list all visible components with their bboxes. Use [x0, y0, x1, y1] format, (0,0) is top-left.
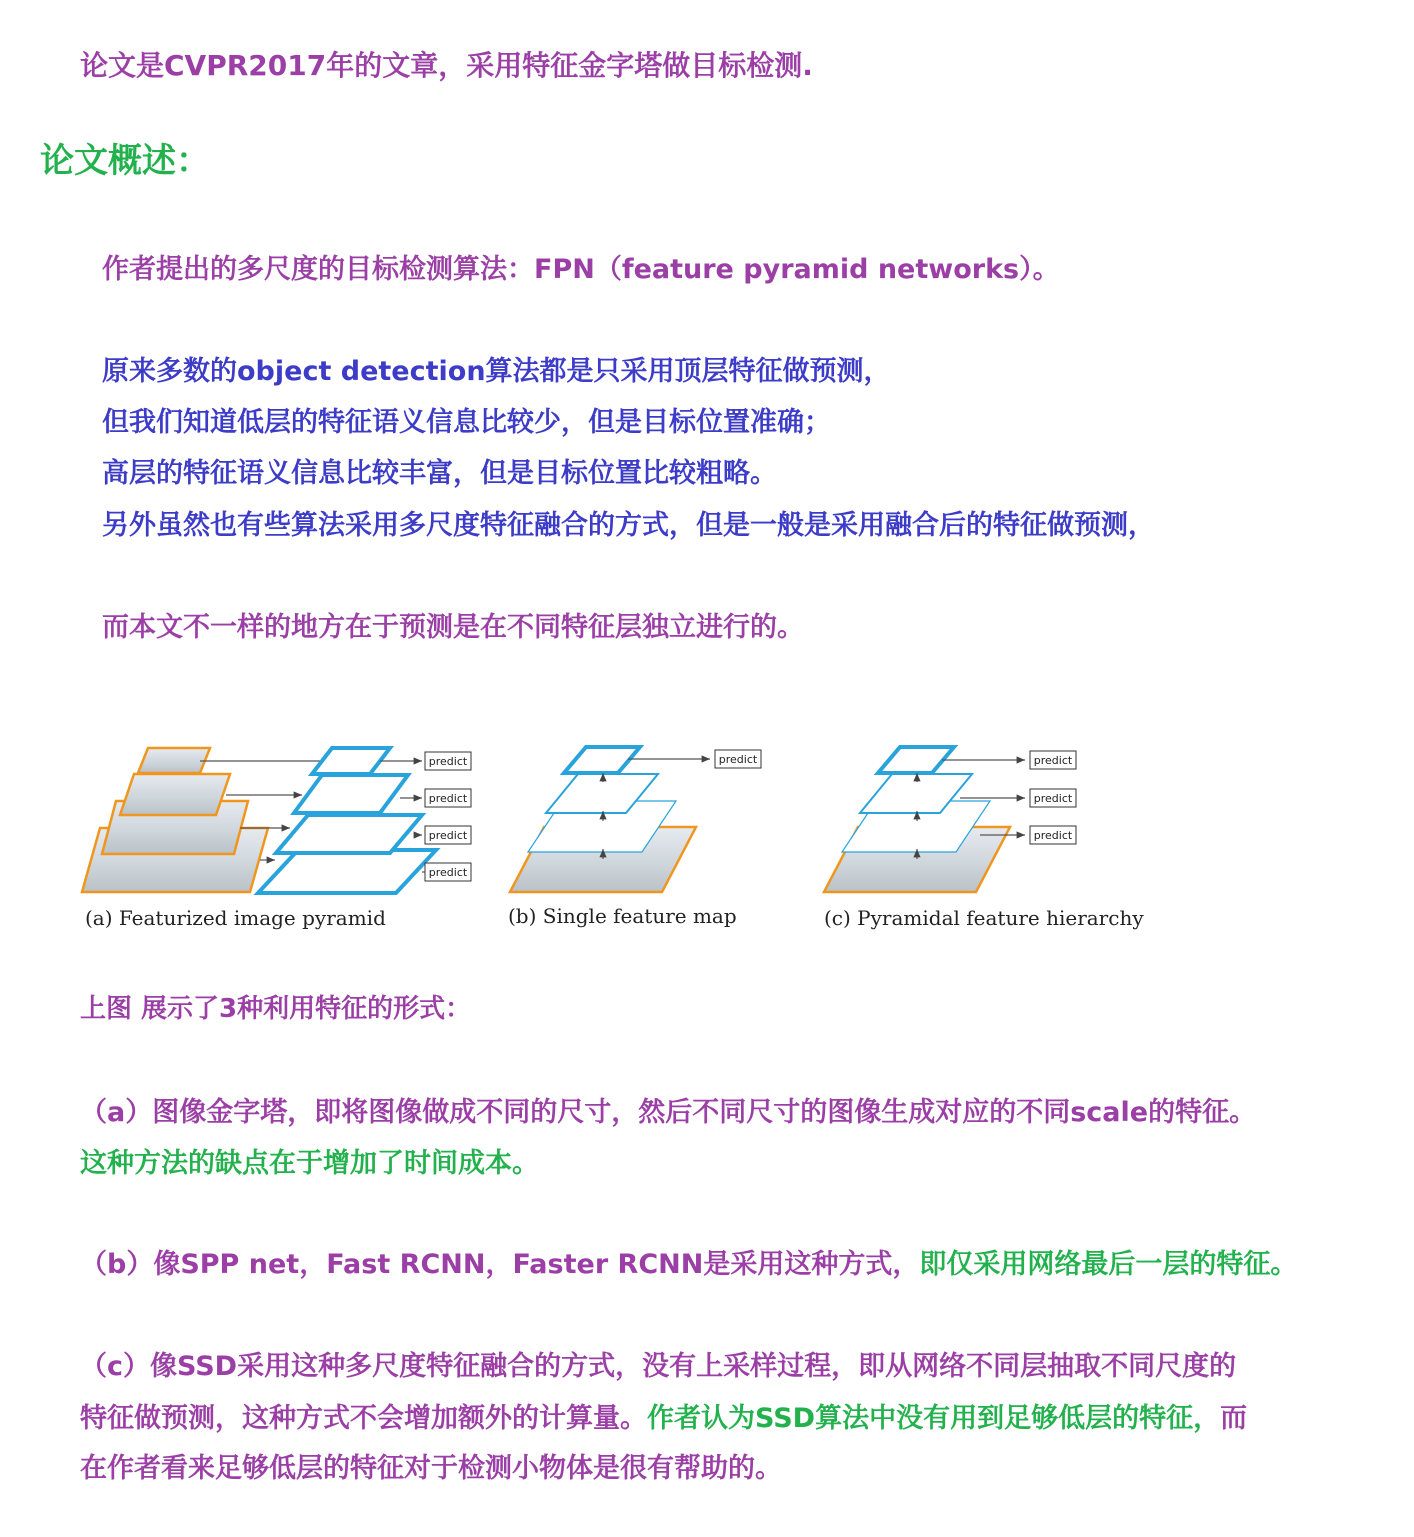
item-c-line-2b: 作者认为SSD算法中没有用到足够低层的特征， [647, 1403, 1221, 1434]
background-line-4: 另外虽然也有些算法采用多尺度特征融合的方式，但是一般是采用融合后的特征做预测， [102, 510, 1155, 541]
feature-map-a-2 [294, 775, 408, 813]
feature-map-a-3 [276, 815, 422, 853]
item-b-note: 即仅采用网络最后一层的特征。 [919, 1249, 1298, 1280]
predict-label: predict [428, 755, 468, 768]
panel-b [510, 747, 761, 892]
predict-box-c-2 [1030, 789, 1076, 807]
predict-box-c-1 [1030, 751, 1076, 769]
feature-map-a-4 [258, 850, 436, 893]
fpn-line: 作者提出的多尺度的目标检测算法：FPN（feature pyramid networks）。 [102, 254, 1060, 285]
section-title: 论文概述： [40, 141, 210, 181]
feature-map-a-1 [312, 748, 390, 774]
item-c-line-2 [80, 1396, 1247, 1435]
predict-box-a-3 [425, 826, 471, 844]
caption-b: (b) Single feature map [508, 904, 737, 928]
item-a-note: 这种方法的缺点在于增加了时间成本。 [80, 1148, 539, 1179]
figure-intro: 上图 展示了3种利用特征的形式： [80, 994, 472, 1024]
panel-a [82, 748, 471, 893]
item-b-line [80, 1242, 1297, 1281]
caption-c: (c) Pyramidal feature hierarchy [824, 906, 1144, 930]
predict-box-a-2 [425, 789, 471, 807]
image-level-1 [138, 748, 210, 773]
predict-box-c-3 [1030, 826, 1076, 844]
feature-map-b-1 [564, 747, 640, 773]
item-c-line-1: （c）像SSD采用这种多尺度特征融合的方式，没有上采样过程，即从网络不同层抽取不同尺度的 [80, 1351, 1237, 1382]
item-a-text: （a）图像金字塔，即将图像做成不同的尺寸，然后不同尺寸的图像生成对应的不同scale的特征。 [80, 1097, 1257, 1128]
panel-c [824, 747, 1076, 892]
item-c-line-3: 在作者看来足够低层的特征对于检测小物体是很有帮助的。 [80, 1453, 782, 1484]
item-b-text: （b）像SPP net，Fast RCNN，Faster RCNN是采用这种方式， [80, 1249, 920, 1280]
image-level-2 [120, 774, 230, 815]
predict-label: predict [1033, 792, 1073, 805]
predict-box-a-1 [425, 752, 471, 770]
intro-line: 论文是CVPR2017年的文章，采用特征金字塔做目标检测. [80, 49, 813, 82]
background-line-1: 原来多数的object detection算法都是只采用顶层特征做预测， [102, 356, 891, 387]
predict-label: predict [718, 753, 758, 766]
predict-box-b [715, 750, 761, 768]
item-c-line-2c: 而 [1220, 1403, 1248, 1434]
predict-label: predict [1033, 829, 1073, 842]
predict-label: predict [428, 792, 468, 805]
predict-label: predict [428, 829, 468, 842]
predict-label: predict [428, 866, 468, 879]
background-line-3: 高层的特征语义信息比较丰富，但是目标位置比较粗略。 [102, 458, 777, 489]
item-c-line-2a: 特征做预测，这种方式不会增加额外的计算量。 [80, 1403, 647, 1434]
predict-box-a-4 [425, 863, 471, 881]
caption-a: (a) Featurized image pyramid [85, 906, 386, 930]
background-line-2: 但我们知道低层的特征语义信息比较少，但是目标位置准确； [102, 407, 831, 438]
difference-line: 而本文不一样的地方在于预测是在不同特征层独立进行的。 [102, 612, 804, 643]
predict-label: predict [1033, 754, 1073, 767]
